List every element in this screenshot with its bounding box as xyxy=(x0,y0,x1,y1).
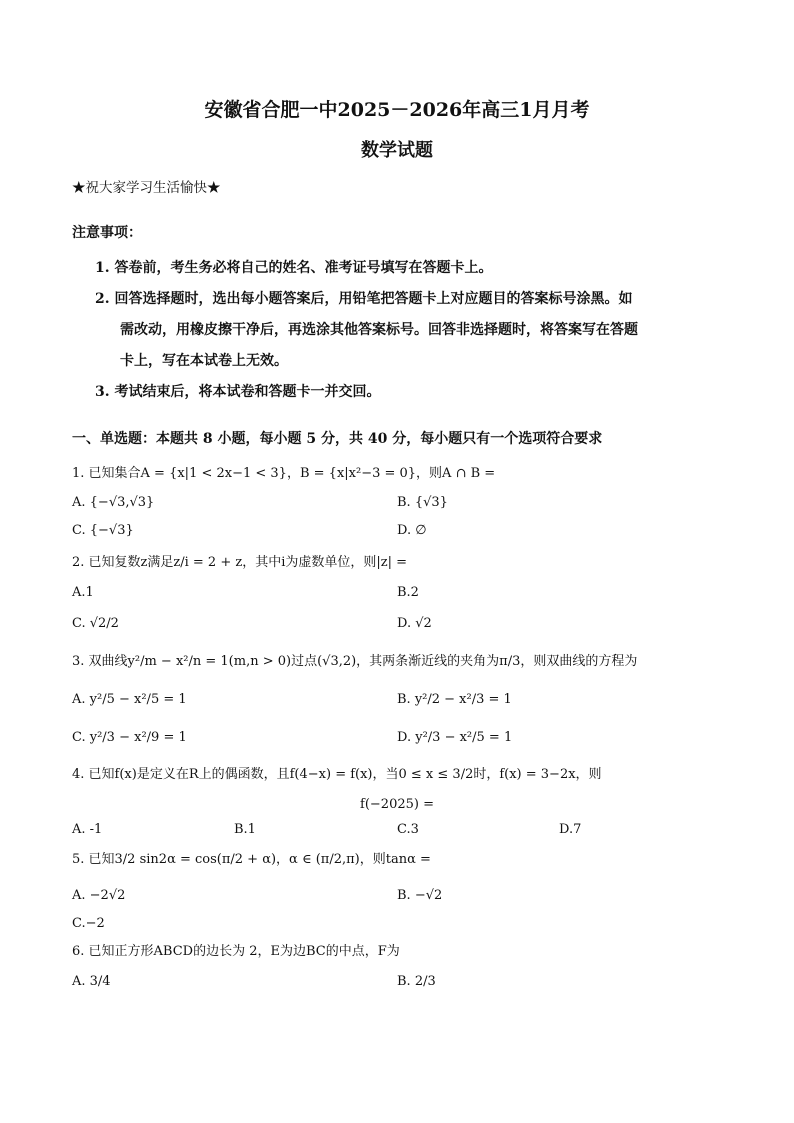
page-title: 安徽省合肥一中2025－2026年高三1月月考 xyxy=(204,99,590,121)
q2-option-d: D. √2 xyxy=(397,616,432,631)
q3-option-b: B. y²/2 − x²/3 = 1 xyxy=(397,692,512,707)
notice-item-2: 2. 回答选择题时，选出每小题答案后，用铅笔把答题卡上对应题目的答案标号涂黑。如 xyxy=(95,291,633,307)
q3-option-c: C. y²/3 − x²/9 = 1 xyxy=(72,730,187,745)
question-3-stem: 3. 双曲线y²/m − x²/n = 1(m,n > 0)过点(√3,2)，其两条渐近线的夹角为π/3，则双曲线的方程为 xyxy=(72,654,638,669)
q4-option-c: C.3 xyxy=(397,822,419,837)
q3-option-a: A. y²/5 − x²/5 = 1 xyxy=(72,692,187,707)
q6-option-b: B. 2/3 xyxy=(397,974,436,989)
q5-option-c: C.−2 xyxy=(72,916,105,931)
q2-option-c: C. √2/2 xyxy=(72,616,119,631)
q5-option-b: B. −√2 xyxy=(397,888,443,903)
q2-option-b: B.2 xyxy=(397,585,419,600)
page-subtitle: 数学试题 xyxy=(361,140,433,161)
question-5-stem: 5. 已知3/2 sin2α = cos(π/2 + α)，α ∈ (π/2,π)，则tanα = xyxy=(72,852,431,867)
question-2-stem: 2. 已知复数z满足z/i = 2 + z，其中i为虚数单位，则|z| = xyxy=(72,555,407,570)
q4-option-a: A. -1 xyxy=(72,822,103,837)
q1-option-c: C. {−√3} xyxy=(72,523,134,538)
q3-option-d: D. y²/3 − x²/5 = 1 xyxy=(397,730,513,745)
notice-item-2-cont: 需改动，用橡皮擦干净后，再选涂其他答案标号。回答非选择题时，将答案写在答题 xyxy=(120,322,638,338)
question-4-stem-cont: f(−2025) = xyxy=(360,797,434,812)
q1-option-b: B. {√3} xyxy=(397,495,448,510)
section-heading: 一、单选题：本题共 8 小题，每小题 5 分，共 40 分，每小题只有一个选项符合要求 xyxy=(72,431,603,447)
q4-option-b: B.1 xyxy=(234,822,256,837)
notice-item-1: 1. 答卷前，考生务必将自己的姓名、准考证号填写在答题卡上。 xyxy=(95,260,493,276)
notice-heading: 注意事项： xyxy=(72,225,142,241)
q6-option-a: A. 3/4 xyxy=(72,974,111,989)
question-1-stem: 1. 已知集合A = {x|1 < 2x−1 < 3}，B = {x|x²−3 = 0}，则A ∩ B = xyxy=(72,466,496,481)
q1-option-d: D. ∅ xyxy=(397,523,427,538)
question-6-stem: 6. 已知正方形ABCD的边长为 2，E为边BC的中点，F为 xyxy=(72,944,400,959)
notice-item-3: 3. 考试结束后，将本试卷和答题卡一并交回。 xyxy=(95,384,381,400)
q5-option-a: A. −2√2 xyxy=(72,888,126,903)
wish-line: ★祝大家学习生活愉快★ xyxy=(72,180,221,196)
q4-option-d: D.7 xyxy=(559,822,582,837)
q1-option-a: A. {−√3,√3} xyxy=(72,495,155,510)
notice-item-2-cont2: 卡上，写在本试卷上无效。 xyxy=(120,353,288,369)
q2-option-a: A.1 xyxy=(72,585,94,600)
question-4-stem: 4. 已知f(x)是定义在R上的偶函数，且f(4−x) = f(x)，当0 ≤ x ≤ 3/2时，f(x) = 3−2x，则 xyxy=(72,767,602,782)
